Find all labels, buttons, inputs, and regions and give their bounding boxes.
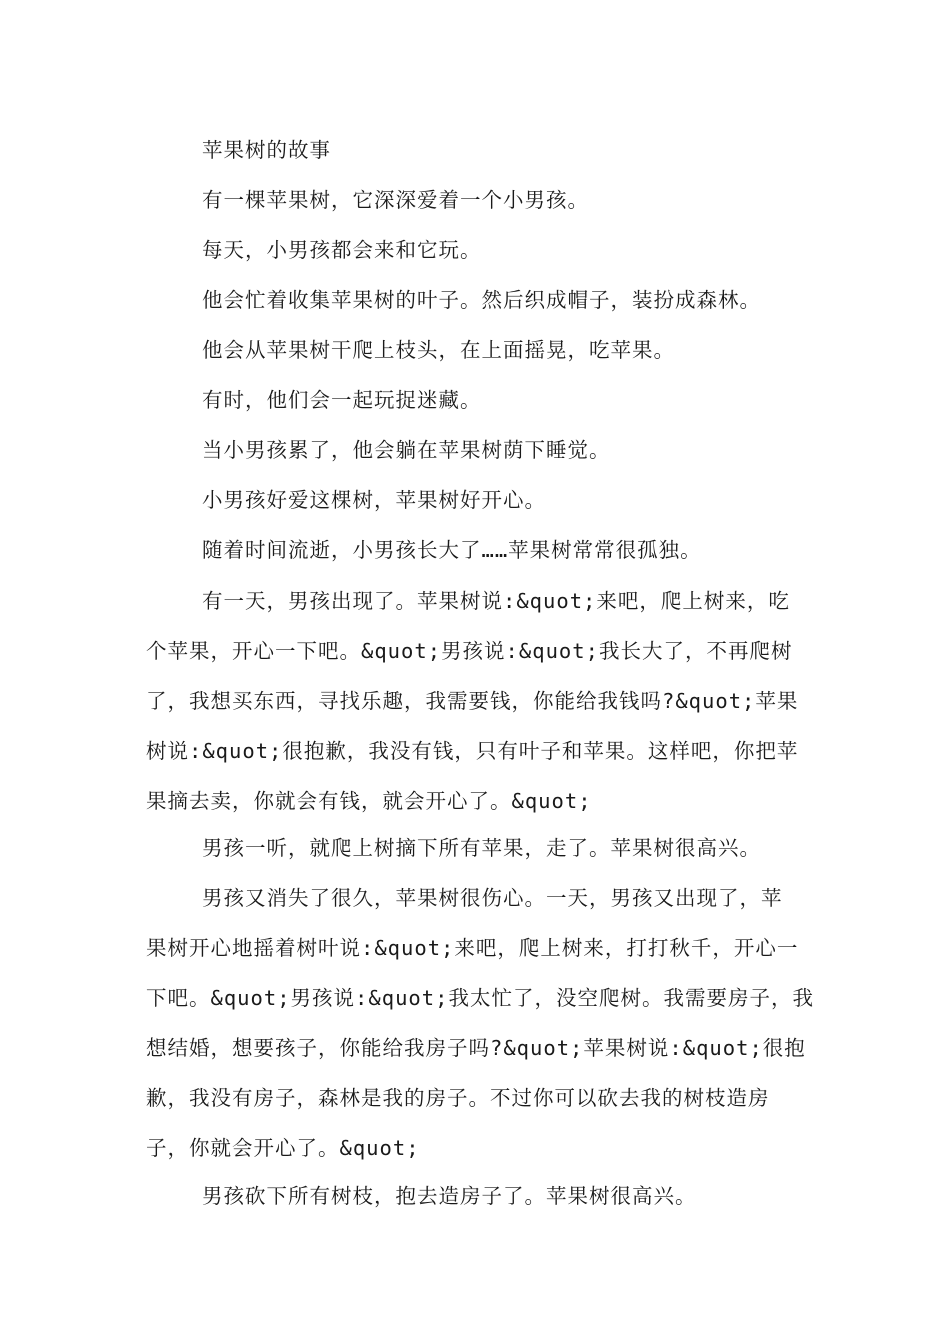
paragraph-line: 男孩一听，就爬上树摘下所有苹果，走了。苹果树很高兴。: [202, 836, 761, 860]
paragraph-line: 当小男孩累了，他会躺在苹果树荫下睡觉。: [202, 438, 611, 462]
paragraph-line: 他会忙着收集苹果树的叶子。然后织成帽子，装扮成森林。: [202, 288, 761, 312]
paragraph-line: 有一棵苹果树，它深深爱着一个小男孩。: [202, 188, 589, 212]
paragraph-line: 果树开心地摇着树叶说:&quot;来吧，爬上树来，打打秋千，开心一: [146, 936, 799, 960]
paragraph-line: 男孩又消失了很久，苹果树很伤心。一天，男孩又出现了，苹: [202, 886, 783, 910]
paragraph-line: 男孩砍下所有树枝，抱去造房子了。苹果树很高兴。: [202, 1184, 697, 1208]
document-title: 苹果树的故事: [202, 138, 331, 162]
paragraph-line: 个苹果，开心一下吧。&quot;男孩说:&quot;我长大了，不再爬树: [146, 639, 793, 663]
paragraph-line: 每天，小男孩都会来和它玩。: [202, 238, 482, 262]
paragraph-line: 有一天，男孩出现了。苹果树说:&quot;来吧，爬上树来，吃: [202, 589, 790, 613]
paragraph-line: 果摘去卖，你就会有钱，就会开心了。&quot;: [146, 789, 592, 813]
paragraph-line: 子，你就会开心了。&quot;: [146, 1136, 420, 1160]
paragraph-line: 了，我想买东西，寻找乐趣，我需要钱，你能给我钱吗?&quot;苹果: [146, 689, 799, 713]
paragraph-line: 下吧。&quot;男孩说:&quot;我太忙了，没空爬树。我需要房子，我: [146, 986, 814, 1010]
paragraph-line: 随着时间流逝，小男孩长大了……苹果树常常很孤独。: [202, 538, 702, 562]
paragraph-line: 想结婚，想要孩子，你能给我房子吗?&quot;苹果树说:&quot;很抱: [146, 1036, 806, 1060]
paragraph-line: 有时，他们会一起玩捉迷藏。: [202, 388, 482, 412]
paragraph-line: 他会从苹果树干爬上枝头，在上面摇晃，吃苹果。: [202, 338, 675, 362]
paragraph-line: 小男孩好爱这棵树，苹果树好开心。: [202, 488, 546, 512]
paragraph-line: 歉，我没有房子，森林是我的房子。不过你可以砍去我的树枝造房: [146, 1086, 770, 1110]
paragraph-line: 树说:&quot;很抱歉，我没有钱，只有叶子和苹果。这样吧，你把苹: [146, 739, 799, 763]
